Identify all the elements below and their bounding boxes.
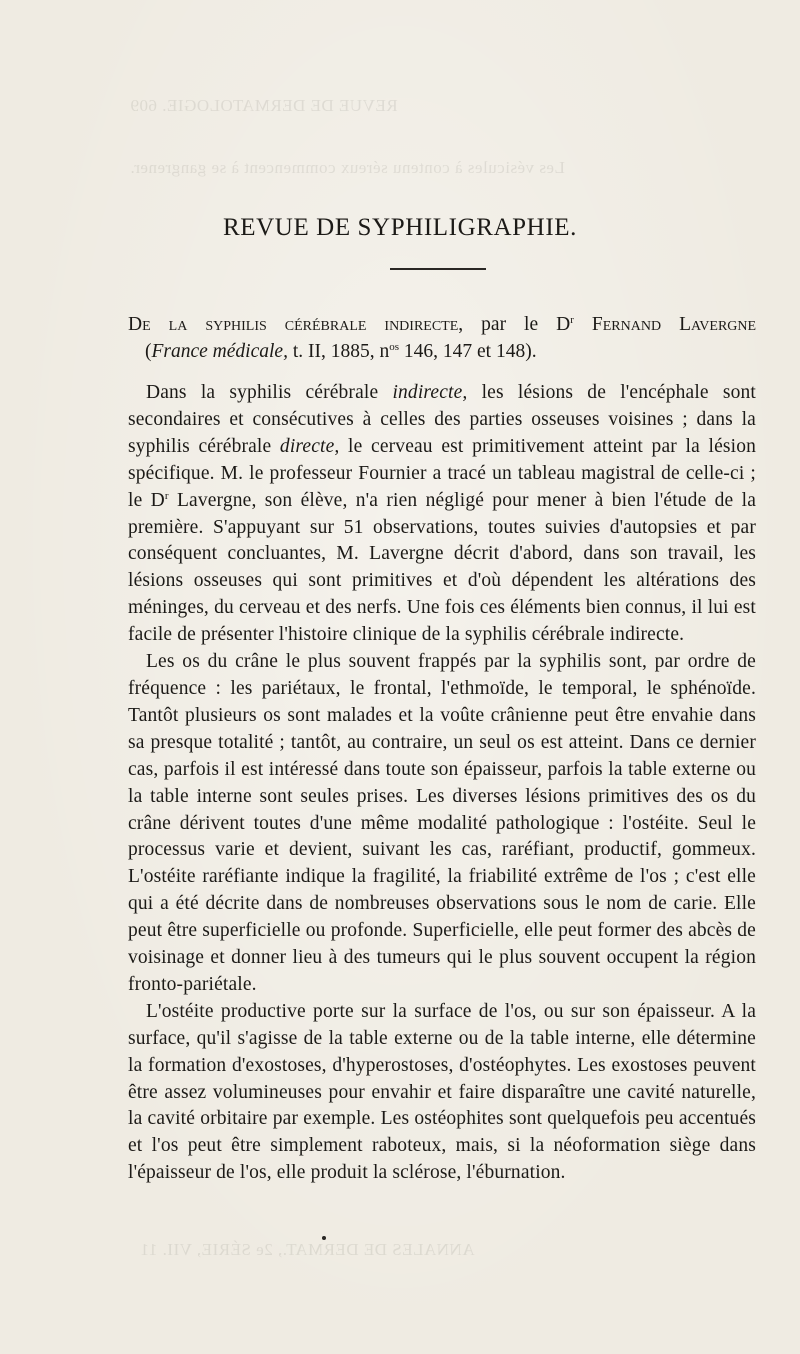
emphasis-indirecte: indirecte,	[392, 382, 468, 403]
emphasis-directe: directe,	[279, 435, 340, 457]
title-par: par le	[481, 314, 539, 335]
paragraph-text: le cerveau est primitivement atteint par la lésion spécifique. M. le professeur Fournier a tracé un tableau magistral de celle-ci ; le D	[128, 435, 756, 511]
paragraph-text: Lavergne, son élève, n'a rien négligé pour mener à bien l'étude de la première. S'appuyant sur 51 observations, toutes suivies d'autopsies et par conséquent concluantes, M. Lavergne décrit d'abord, dans son travail, les lésions osseuses qui sont primitives et d'où dépendent les altérations des méninges, du cerveau et des nerfs. Une fois ces éléments bien connus, il lui est facile de présenter l'histoire clinique de la syphilis cérébrale indirecte.	[128, 489, 756, 646]
article-author: Fernand Lavergne	[591, 314, 757, 335]
title-words: syphilis cérébrale indirecte,	[205, 314, 464, 335]
ink-dot	[322, 1236, 326, 1240]
title-word: De	[128, 314, 151, 335]
citation-sup: os	[389, 341, 400, 353]
paragraph-2: Les os du crâne le plus souvent frappés par la syphilis sont, par ordre de fréquence : les pariétaux, le frontal, l'ethmoïde, le temporal, le sphénoïde. Tantôt plusieurs os sont malades et la voûte crânienne peut être envahie dans sa presque totalité ; tantôt, au contraire, un seul os est atteint. Dans ce dernier cas, parfois il est intéressé dans toute son épaisseur, parfois la table externe ou la table interne sont seules prises. Les diverses lésions primitives des os du crâne dérivent toutes d'une même modalité pathologique : l'ostéite. Seul le processus varie et devient, suivant les cas, raréfiant, productif, gommeux. L'ostéite raréfiante indique la fragilité, la friabilité extrême de l'os ; c'est elle qui a été décrite dans de nombreuses observations sous le nom de carie. Elle peut être superficielle ou profonde. Superficielle, elle peut former des abcès de voisinage et donner lieu à des tumeurs qui le plus souvent occupent la région fronto-pariétale.	[128, 651, 756, 995]
article-title	[128, 311, 756, 365]
citation-journal: France médicale,	[151, 341, 288, 362]
bleed-through-text: REVUE DE DERMATOLOGIE. 609	[130, 96, 398, 115]
paragraph-3: L'ostéite productive porte sur la surface de l'os, ou sur son épaisseur. A la surface, qu'il s'agisse de la table externe ou de la table interne, elle détermine la formation d'exostoses, d'hyperostoses, d'ostéophytes. Les exostoses peuvent être assez volumineuses pour envahir et faire disparaître une cavité naturelle, la cavité orbitaire par exemple. Les ostéophites sont quelquefois peu accentués et l'os peut être simplement raboteux, mais, si la néoformation siège dans l'épaisseur de l'os, elle produit la sclérose, l'éburnation.	[128, 1000, 756, 1184]
heading-rule	[390, 268, 486, 270]
bleed-through-text: Les vésicules à contenu séreux commencent à se gangrener.	[130, 158, 565, 177]
title-dr: D	[556, 314, 571, 335]
dr-superscript: r	[164, 489, 169, 502]
title-word: la	[168, 314, 188, 335]
citation-open: (	[145, 341, 152, 362]
paragraph-1	[128, 380, 756, 649]
citation-volume: t. II, 1885, n	[287, 341, 390, 362]
citation-numbers: 146, 147 et 148).	[399, 341, 537, 362]
article-citation	[128, 338, 756, 365]
article-title-line	[128, 311, 756, 338]
paragraph-text: Dans la syphilis cérébrale	[146, 382, 393, 403]
section-heading: REVUE DE SYPHILIGRAPHIE.	[223, 214, 577, 241]
paragraph-text: les lésions de l'encéphale sont secondaires et consécutives à celles des parties osseuses voisines ; dans la syphilis cérébrale	[128, 382, 757, 457]
article-body	[128, 380, 756, 1187]
title-dr-sup: r	[570, 314, 574, 326]
bleed-through-text: ANNALES DE DERMAT., 2e SÉRIE, VII. 11	[140, 1240, 475, 1259]
